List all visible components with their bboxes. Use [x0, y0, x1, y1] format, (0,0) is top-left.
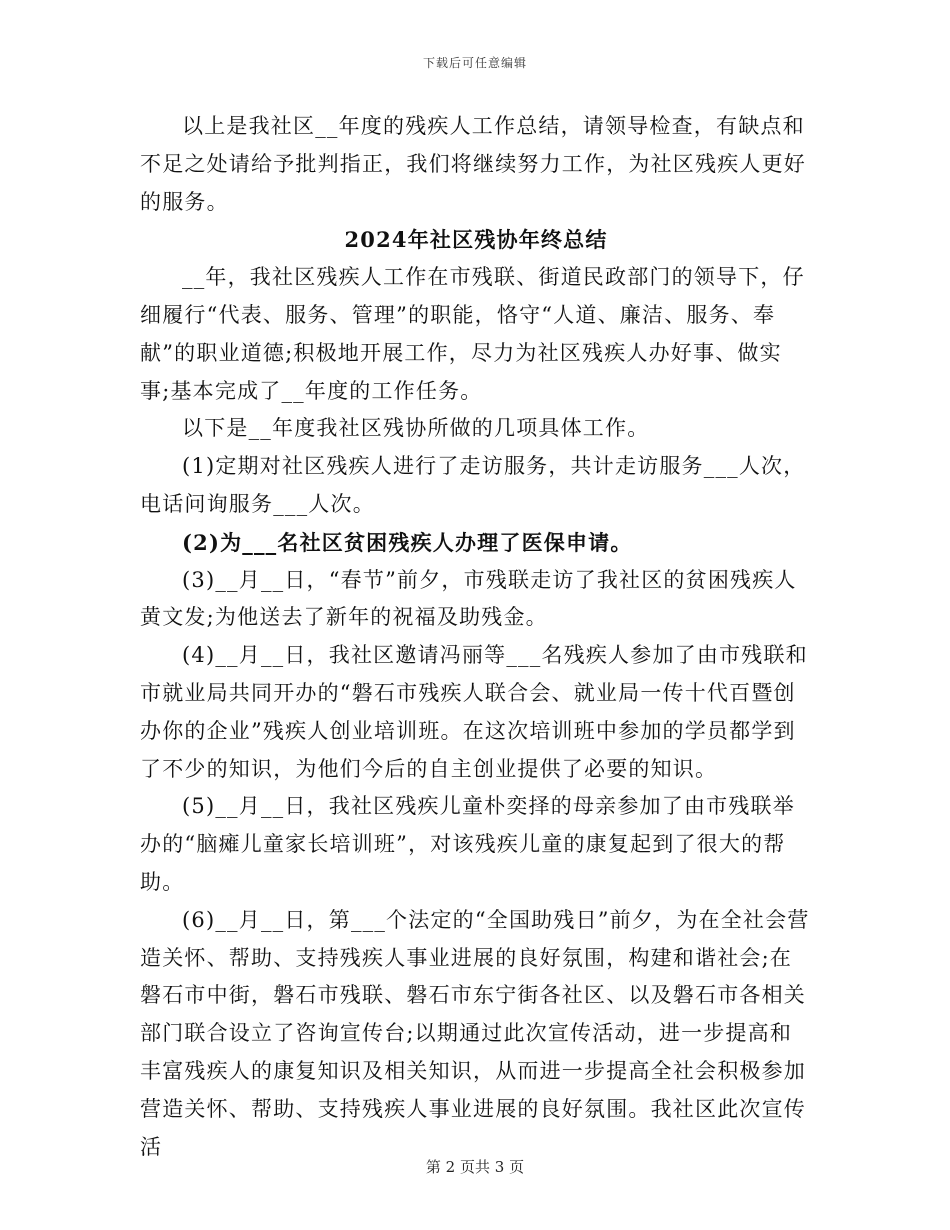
closing-paragraph: 以上是我社区__年度的残疾人工作总结，请领导检查，有缺点和不足之处请给予批判指正，我们将继续努力工作，为社区残疾人更好的服务。 — [140, 114, 806, 214]
list-lead-paragraph: 以下是__年度我社区残协所做的几项具体工作。 — [182, 416, 650, 441]
section-title: 2024年社区残协年终总结 — [344, 227, 608, 253]
page-header: 下载后可任意编辑 — [422, 56, 527, 70]
list-item-1: (1)定期对社区残疾人进行了走访服务，共计走访服务___人次，电话问询服务___人次。 — [140, 454, 806, 516]
document-body — [140, 108, 812, 1166]
intro-paragraph: __年，我社区残疾人工作在市残联、街道民政部门的领导下，仔细履行“代表、服务、管理”的职能，恪守“人道、廉洁、服务、奉献”的职业道德;积极地开展工作，尽力为社区残疾人办好事、做实事;基本完成了__年度的工作任务。 — [140, 265, 805, 403]
list-item-2: (2)为___名社区贫困残疾人办理了医保申请。 — [182, 529, 633, 555]
list-item-6: (6)__月__日，第___个法定的“全国助残日”前夕，为在全社会营造关怀、帮助、支持残疾人事业进展的良好氛围，构建和谐社会;在磐石市中街，磐石市残联、磐石市东宁街各社区、以及磐石市各相关部门联合设立了咨询宣传台;以期通过此次宣传活动，进一步提高和丰富残疾人的康复知识及相关知识，从而进一步提高全社会积极参加营造关怀、帮助、支持残疾人事业进展的良好氛围。我社区此次宣传活 — [140, 907, 810, 1159]
page-footer: 第 2 页共 3 页 — [425, 1158, 525, 1176]
list-item-3: (3)__月__日，“春节”前夕，市残联走访了我社区的贫困残疾人黄文发;为他送去了新年的祝福及助残金。 — [140, 567, 797, 630]
list-item-4: (4)__月__日，我社区邀请冯丽等___名残疾人参加了由市残联和市就业局共同开办的“磐石市残疾人联合会、就业局一传十代百暨创办你的企业”残疾人创业培训班。在这次培训班中参加的学员都学到了不少的知识，为他们今后的自主创业提供了必要的知识。 — [140, 643, 808, 781]
list-item-5: (5)__月__日，我社区残疾儿童朴奕择的母亲参加了由市残联举办的“脑瘫儿童家长培训班”，对该残疾儿童的康复起到了很大的帮助。 — [140, 794, 795, 894]
